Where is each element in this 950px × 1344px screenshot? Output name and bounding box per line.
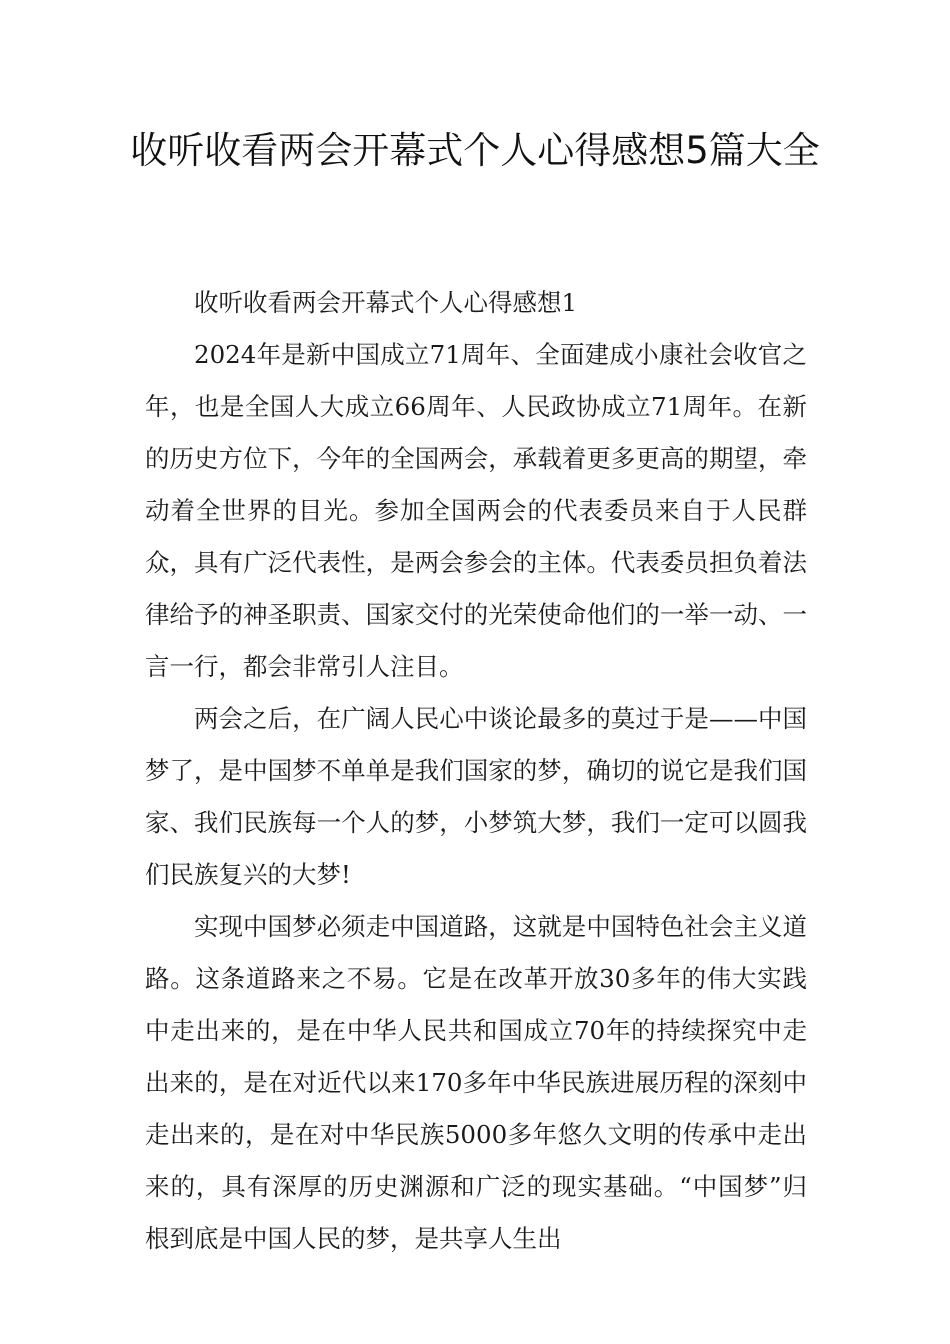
document-title: 收听收看两会开幕式个人心得感想5篇大全 bbox=[130, 129, 820, 172]
document-body bbox=[145, 277, 807, 1265]
paragraph: 实现中国梦必须走中国道路，这就是中国特色社会主义道路。这条道路来之不易。它是在改革开放30多年的伟大实践中走出来的，是在中华人民共和国成立70年的持续探究中走出来的，是在对近代以来170多年中华民族进展历程的深刻中走出来的，是在对中华民族5000多年悠久文明的传承中走出来的，具有深厚的历史渊源和广泛的现实基础。“中国梦”归根到底是中国人民的梦，是共享人生出 bbox=[145, 912, 807, 1253]
paragraph: 2024年是新中国成立71周年、全面建成小康社会收官之年，也是全国人大成立66周年、人民政协成立71周年。在新的历史方位下，今年的全国两会，承载着更多更高的期望，牵动着全世界的目光。参加全国两会的代表委员来自于人民群众，具有广泛代表性，是两会参会的主体。代表委员担负着法律给予的神圣职责、国家交付的光荣使命他们的一举一动、一言一行，都会非常引人注目。 bbox=[145, 340, 807, 681]
paragraph: 两会之后，在广阔人民心中谈论最多的莫过于是——中国梦了，是中国梦不单单是我们国家的梦，确切的说它是我们国家、我们民族每一个人的梦，小梦筑大梦，我们一定可以圆我们民族复兴的大梦! bbox=[145, 704, 807, 889]
section-heading: 收听收看两会开幕式个人心得感想1 bbox=[194, 288, 578, 317]
